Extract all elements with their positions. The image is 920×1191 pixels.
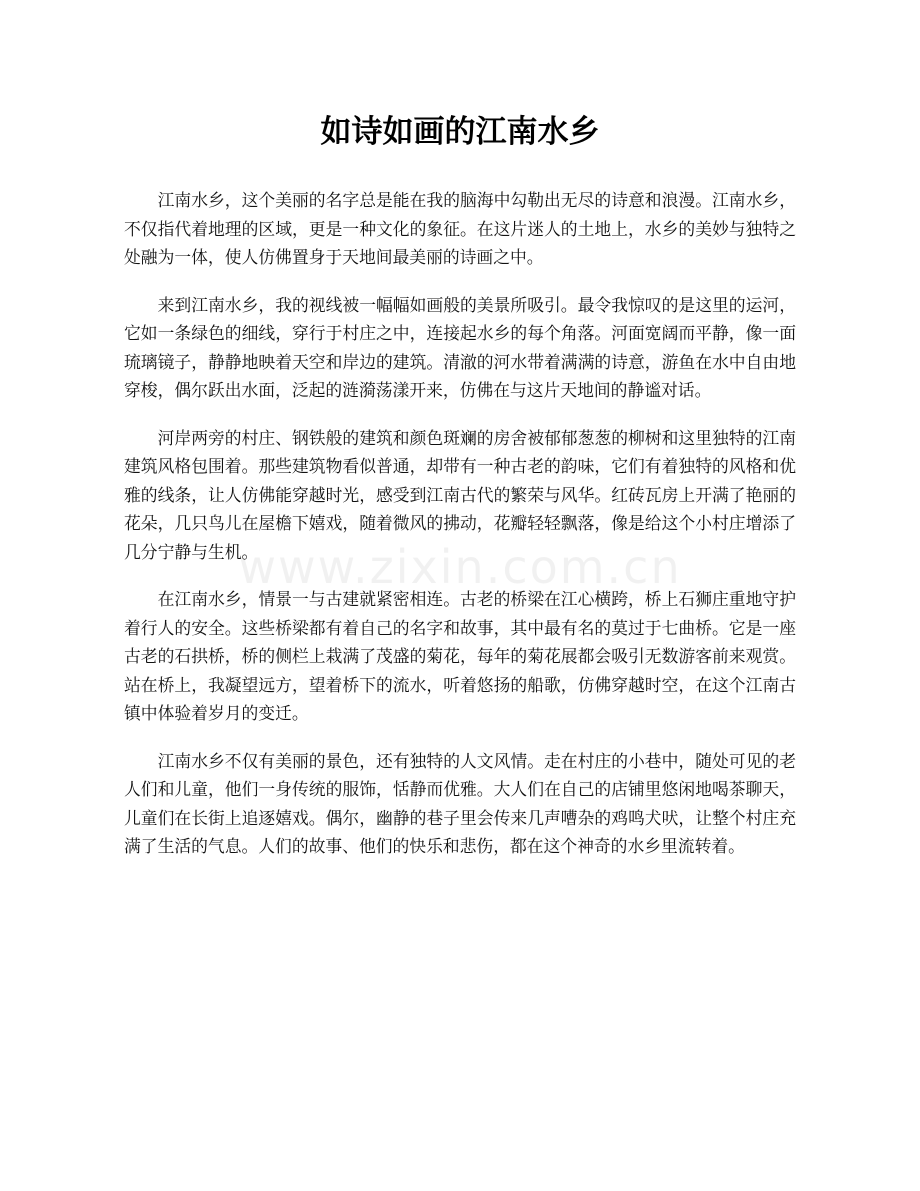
paragraph-3: 河岸两旁的村庄、钢铁般的建筑和颜色斑斓的房舍被郁郁葱葱的柳树和这里独特的江南建筑风格包围着。那些建筑物看似普通，却带有一种古老的韵味，它们有着独特的风格和优雅的线条，让人仿佛能穿越时光，感受到江南古代的繁荣与风华。红砖瓦房上开满了艳丽的花朵，几只鸟儿在屋檐下嬉戏，随着微风的拂动，花瓣轻轻飘落，像是给这个小村庄增添了几分宁静与生机。	[124, 427, 796, 562]
watermark: www.zixin.com.cn	[238, 540, 682, 594]
document-title: 如诗如画的江南水乡	[320, 114, 600, 150]
paragraph-2: 来到江南水乡，我的视线被一幅幅如画般的美景所吸引。最令我惊叹的是这里的运河，它如一条绿色的细线，穿行于村庄之中，连接起水乡的每个角落。河面宽阔而平静，像一面琉璃镜子，静静地映着天空和岸边的建筑。清澈的河水带着满满的诗意，游鱼在水中自由地穿梭，偶尔跃出水面，泛起的涟漪荡漾开来，仿佛在与这片天地间的静谧对话。	[124, 294, 796, 400]
paragraph-5: 江南水乡不仅有美丽的景色，还有独特的人文风情。走在村庄的小巷中，随处可见的老人们和儿童，他们一身传统的服饰，恬静而优雅。大人们在自己的店铺里悠闲地喝茶聊天，儿童们在长街上追逐嬉戏。偶尔，幽静的巷子里会传来几声嘈杂的鸡鸣犬吠，让整个村庄充满了生活的气息。人们的故事、他们的快乐和悲伤，都在这个神奇的水乡里流转着。	[124, 750, 796, 856]
paragraph-4: 在江南水乡，情景一与古建就紧密相连。古老的桥梁在江心横跨，桥上石狮庄重地守护着行人的安全。这些桥梁都有着自己的名字和故事，其中最有名的莫过于七曲桥。它是一座古老的石拱桥，桥的侧栏上栽满了茂盛的菊花，每年的菊花展都会吸引无数游客前来观赏。站在桥上，我凝望远方，望着桥下的流水，听着悠扬的船歌，仿佛穿越时空，在这个江南古镇中体验着岁月的变迁。	[124, 589, 796, 723]
document-body	[124, 186, 796, 880]
paragraph-1: 江南水乡，这个美丽的名字总是能在我的脑海中勾勒出无尽的诗意和浪漫。江南水乡，不仅指代着地理的区域，更是一种文化的象征。在这片迷人的土地上，水乡的美妙与独特之处融为一体，使人仿佛置身于天地间最美丽的诗画之中。	[124, 190, 796, 267]
